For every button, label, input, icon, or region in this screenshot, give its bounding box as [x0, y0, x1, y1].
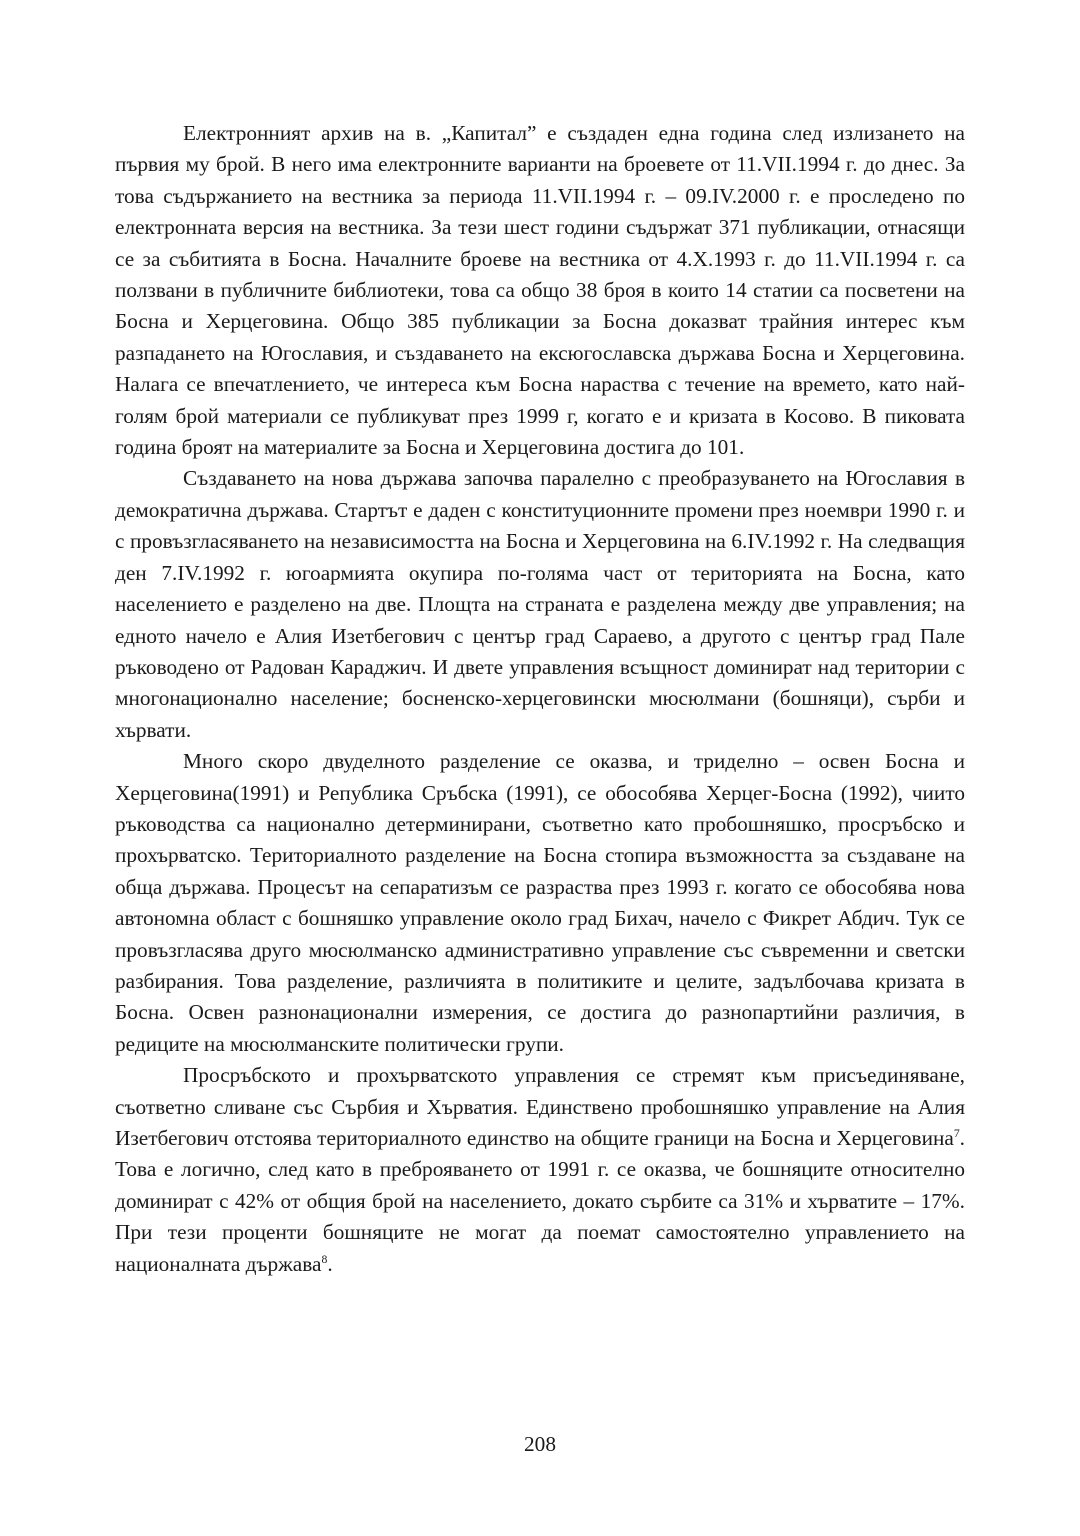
footnote-ref: 7 [953, 1126, 960, 1140]
paragraph-text: Просръбското и прохърватското управления се стремят към присъединяване, съответно сливане със Сърбия и Хърватия. Единствено пробошняшко управление на Алия Изетбегович отстоява териториалното единство на общите граници на Босна и Херцеговина [115, 1063, 965, 1150]
paragraph-text: . Това е логично, след като в преброяването от 1991 г. се оказва, че бошняците относително доминират с 42% от общия брой на населението, докато сърбите са 31% и хърватите – 17%. При тези проценти бошняците не могат да поемат самостоятелно управлението на националната държава [115, 1126, 965, 1276]
paragraph [115, 1060, 965, 1280]
paragraph-text: . [327, 1251, 333, 1276]
paragraph: Много скоро двуделното разделение се оказва, и триделно – освен Босна и Херцеговина(1991) и Република Сръбска (1991), се обособява Херцег-Босна (1992), чиито ръководства са национално детерминирани, съответно като пробошняшко, просръбско и прохърватско. Териториалното разделение на Босна стопира възможността за създаване на обща държава. Процесът на сепаратизъм се разраства през 1993 г. когато се обособява нова автономна област с бошняшко управление около град Бихач, начело с Фикрет Абдич. Тук се провъзгласява друго мюсюлманско административно управление със съвременни и светски разбирания. Това разделение, различията в политиките и целите, задълбочава кризата в Босна. Освен разнонационални измерения, се достига до разнопартийни различия, в редиците на мюсюлманските политически групи. [115, 749, 965, 1056]
paragraph: Електронният архив на в. „Капитал” е създаден една година след излизането на първия му брой. В него има електронните варианти на броевете от 11.VII.1994 г. до днес. За това съдържанието на вестника за периода 11.VII.1994 г. – 09.IV.2000 г. е проследено по електронната версия на вестника. За тези шест години съдържат 371 публикации, отнасящи се за събитията в Босна. Началните броеве на вестника от 4.X.1993 г. до 11.VII.1994 г. са ползвани в публичните библиотеки, това са общо 38 броя в които 14 статии са посветени на Босна и Херцеговина. Общо 385 публикации за Босна доказват трайния интерес към разпадането на Югославия, и създаването на ексюгославска държава Босна и Херцеговина. Налага се впечатлението, че интереса към Босна нараства с течение на времето, като най-голям брой материали се публикуват през 1999 г, когато е и кризата в Косово. В пиковата година броят на материалите за Босна и Херцеговина достига до 101. [115, 121, 965, 460]
document-body [115, 118, 965, 1280]
page-number: 208 [524, 1432, 556, 1456]
paragraph: Създаването на нова държава започва паралелно с преобразуването на Югославия в демократична държава. Стартът е даден с конституционните промени през ноември 1990 г. и с провъзгласяването на независимостта на Босна и Херцеговина на 6.IV.1992 г. На следващия ден 7.IV.1992 г. югоармията окупира по-голяма част от територията на Босна, като населението е разделено на две. Площта на страната е разделена между две управления; на едното начело е Алия Изетбегович с център град Сараево, а другото с център град Пале ръководено от Радован Караджич. И двете управления всъщност доминират над територии с многонационално население; босненско-херцеговински мюсюлмани (бошняци), сърби и хървати. [115, 466, 965, 742]
footnote-ref: 8 [321, 1252, 328, 1266]
